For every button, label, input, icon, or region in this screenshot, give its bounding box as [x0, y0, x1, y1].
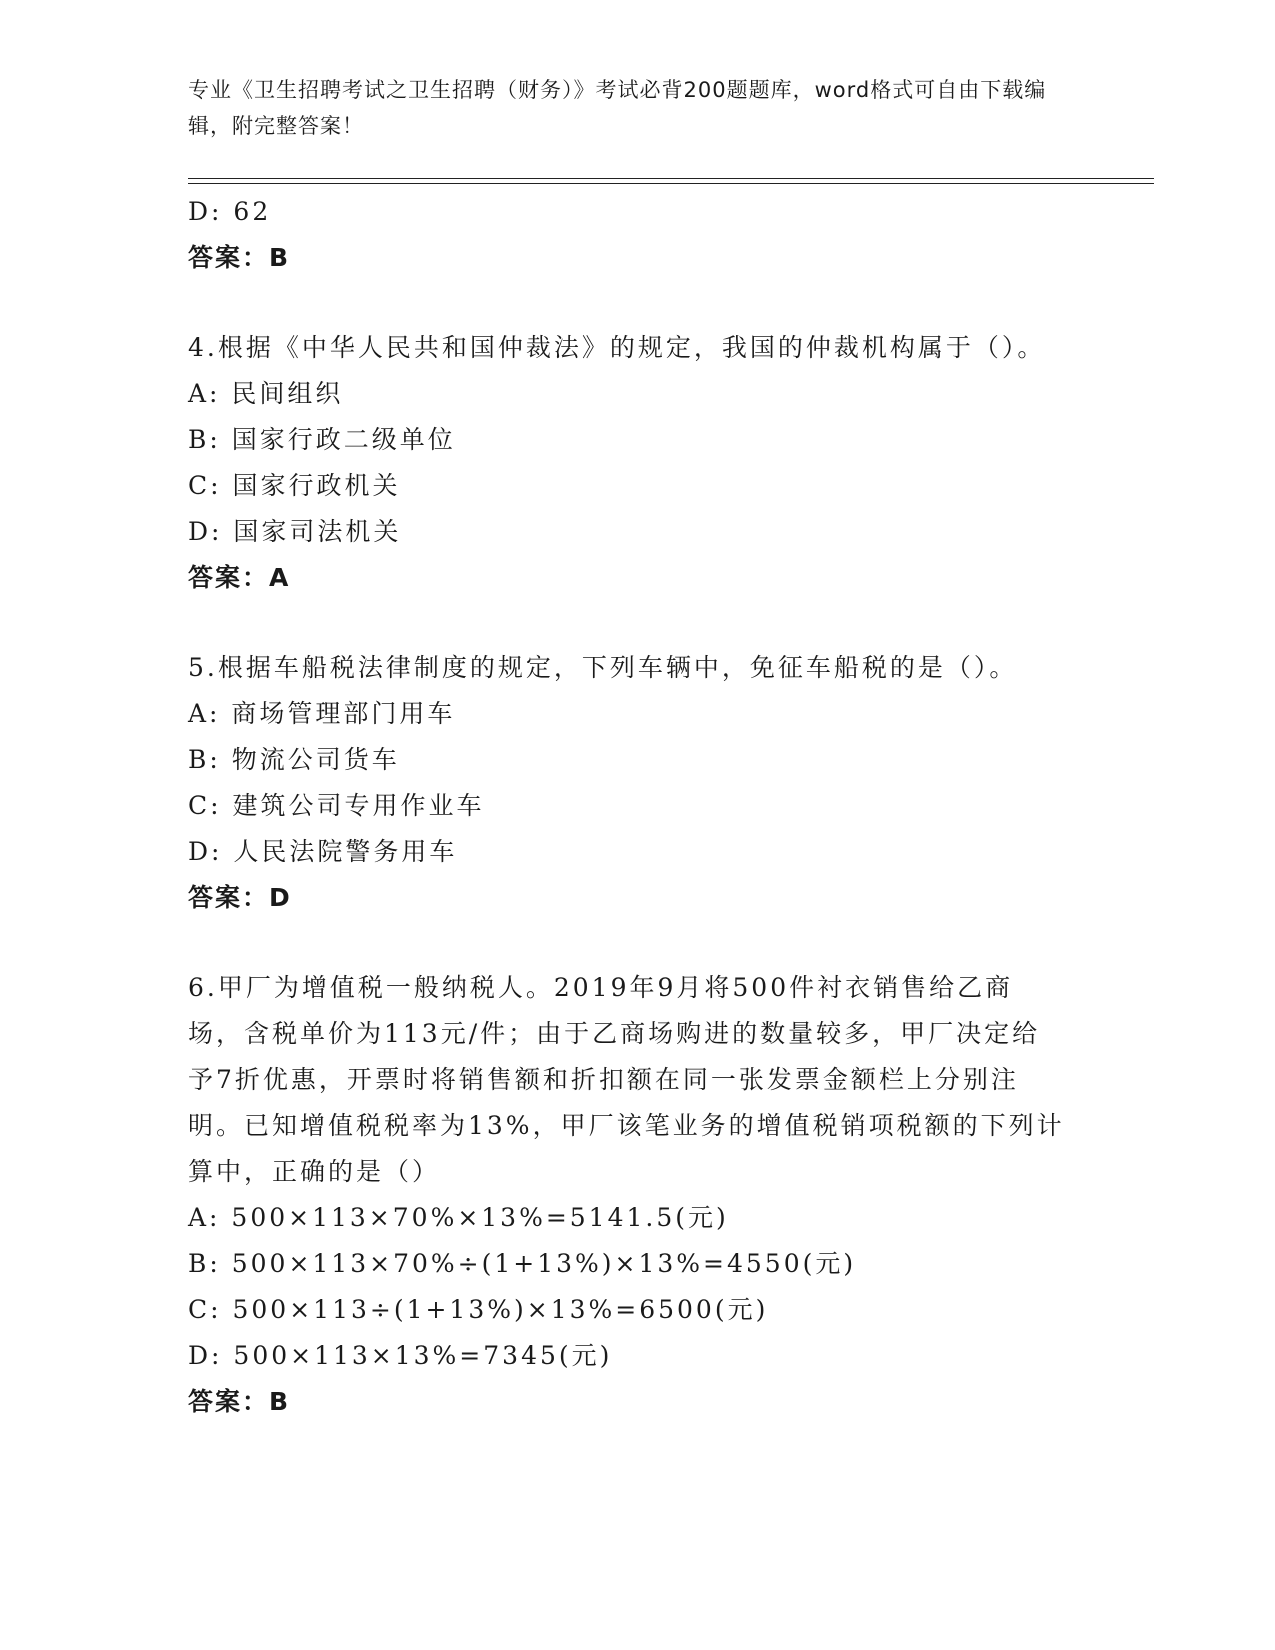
spacer: [188, 601, 1068, 645]
question-5: [188, 645, 1068, 921]
option-a: A: 商场管理部门用车: [188, 699, 456, 728]
option-c: C: 国家行政机关: [188, 471, 401, 500]
option-d: D: 62: [188, 197, 272, 226]
question-stem: 6.甲厂为增值税一般纳税人。2019年9月将500件衬衣销售给乙商场，含税单价为113元/件；由于乙商场购进的数量较多，甲厂决定给予7折优惠，开票时将销售额和折扣额在同一张发票金额栏上分别注明。已知增值税税率为13%，甲厂该笔业务的增值税销项税额的下列计算中，正确的是（）: [188, 973, 1065, 1186]
option-d: D: 国家司法机关: [188, 517, 402, 546]
option-b: B: 国家行政二级单位: [188, 425, 456, 454]
option-c: C: 建筑公司专用作业车: [188, 791, 485, 820]
option-a: A: 500×113×70%×13%=5141.5(元): [188, 1203, 729, 1232]
answer-label: 答案：A: [188, 563, 291, 592]
header-rule-bottom: [188, 183, 1154, 184]
header-rule-top: [188, 178, 1154, 179]
option-c: C: 500×113÷(1+13%)×13%=6500(元): [188, 1295, 769, 1324]
answer-label: 答案：B: [188, 1387, 291, 1416]
document-body: [188, 189, 1068, 1425]
option-b: B: 物流公司货车: [188, 745, 400, 774]
document-header: 专业《卫生招聘考试之卫生招聘（财务）》考试必背200题题库，word格式可自由下载编辑，附完整答案！: [188, 78, 1047, 138]
spacer: [188, 281, 1068, 325]
option-d: D: 人民法院警务用车: [188, 837, 458, 866]
option-d: D: 500×113×13%=7345(元): [188, 1341, 613, 1370]
question-stem: 5.根据车船税法律制度的规定，下列车辆中，免征车船税的是（）。: [188, 653, 1018, 682]
option-a: A: 民间组织: [188, 379, 344, 408]
answer-label: 答案：B: [188, 243, 291, 272]
question-stem: 4.根据《中华人民共和国仲裁法》的规定，我国的仲裁机构属于（）。: [188, 333, 1046, 362]
spacer: [188, 921, 1068, 965]
answer-label: 答案：D: [188, 883, 292, 912]
question-4: [188, 325, 1068, 601]
question-6: [188, 965, 1068, 1425]
option-b: B: 500×113×70%÷(1+13%)×13%=4550(元): [188, 1249, 857, 1278]
